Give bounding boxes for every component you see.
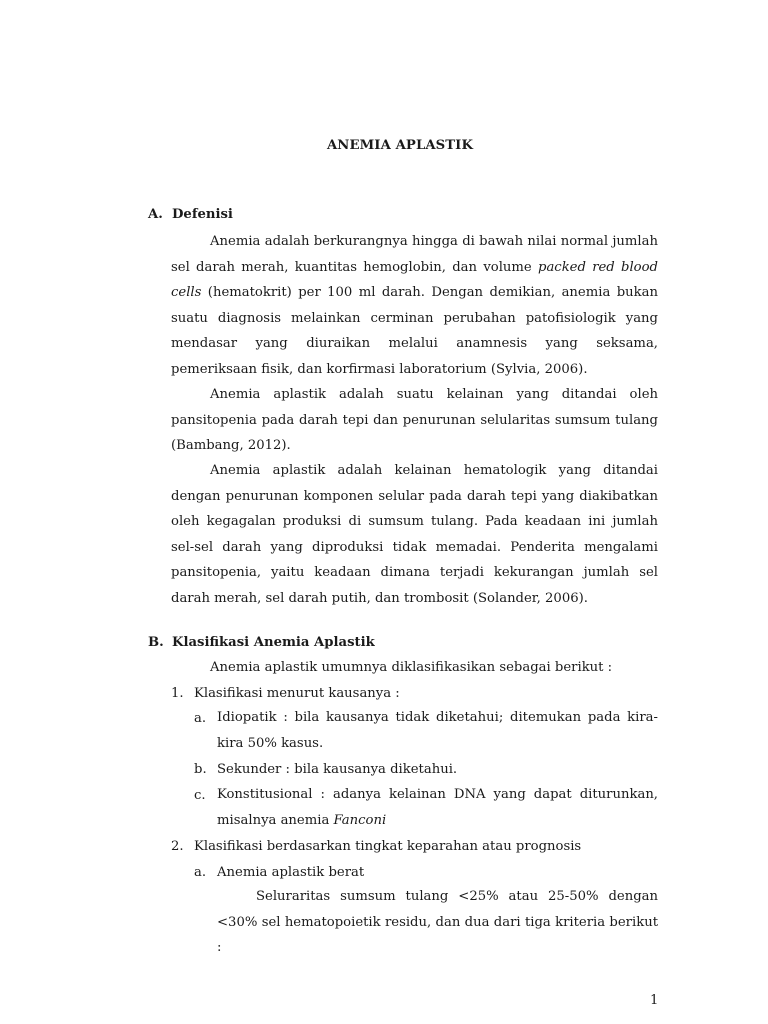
item-1b-text: Sekunder : bila kausanya diketahui.: [217, 762, 458, 777]
section-a-number: A.: [148, 207, 163, 222]
item-1-number: 1.: [171, 686, 184, 701]
section-a-heading: [148, 207, 233, 222]
page-title: ANEMIA APLASTIK: [326, 138, 474, 153]
item-1a-label: a.: [194, 711, 207, 726]
page-number: 1: [650, 993, 659, 1008]
definition-p1-text-b: (hematokrit) per 100 ml darah. Dengan demikian, anemia bukan suatu diagnosis melainkan cerminan perubahan patofisiologik yang mendasar yang diuraikan melalui anamnesis yang seksama, pemeriksaan fisik, dan korfirmasi laboratorium (Sylvia, 2006).: [171, 285, 658, 377]
item-1c-label: c.: [194, 788, 206, 803]
definition-paragraph-3: Anemia aplastik adalah kelainan hematologik yang ditandai dengan penurunan komponen selular pada darah tepi yang diakibatkan oleh kegagalan produksi di sumsum tulang. Pada keadaan ini jumlah sel-sel darah yang diproduksi tidak memadai. Penderita mengalami pansitopenia, yaitu keadaan dimana terjadi kekurangan jumlah sel darah merah, sel darah putih, dan trombosit (Solander, 2006).: [171, 463, 658, 606]
section-b-title: Klasifikasi Anemia Aplastik: [172, 635, 375, 650]
classification-intro: Anemia aplastik umumnya diklasifikasikan sebagai berikut :: [210, 660, 613, 675]
definition-paragraph-2: Anemia aplastik adalah suatu kelainan yang ditandai oleh pansitopenia pada darah tepi dan penurunan selularitas sumsum tulang (Bambang, 2012).: [171, 387, 658, 454]
section-b-number: B.: [148, 635, 164, 650]
section-a-title: Defenisi: [172, 207, 233, 222]
item-1c-text: [217, 782, 658, 833]
item-2a-label: a.: [194, 865, 207, 880]
definition-paragraph-1: [171, 229, 658, 383]
item-1b-label: b.: [194, 762, 207, 777]
item-1c-text-main: Konstitusional : adanya kelainan DNA yang dapat diturunkan, misalnya anemia: [217, 787, 658, 828]
item-1a-text: Idiopatik : bila kausanya tidak diketahui; ditemukan pada kira-kira 50% kasus.: [217, 710, 658, 751]
definition-p1-text-a: Anemia adalah berkurangnya hingga di bawah nilai normal jumlah sel darah merah, kuantitas hemoglobin, dan volume: [171, 234, 658, 275]
definition-p1-italic: packed red blood cells: [171, 259, 659, 301]
item-1c-italic: Fanconi: [333, 812, 387, 828]
section-b-heading: [148, 635, 375, 650]
item-2-number: 2.: [171, 839, 184, 854]
item-2a-detail: Seluraritas sumsum tulang <25% atau 25-50% dengan <30% sel hematopoietik residu, dan dua dari tiga kriteria berikut :: [217, 889, 658, 956]
item-2a-text: Anemia aplastik berat: [217, 865, 365, 880]
item-2-text: Klasifikasi berdasarkan tingkat keparahan atau prognosis: [194, 839, 582, 854]
item-1-text: Klasifikasi menurut kausanya :: [194, 686, 400, 701]
